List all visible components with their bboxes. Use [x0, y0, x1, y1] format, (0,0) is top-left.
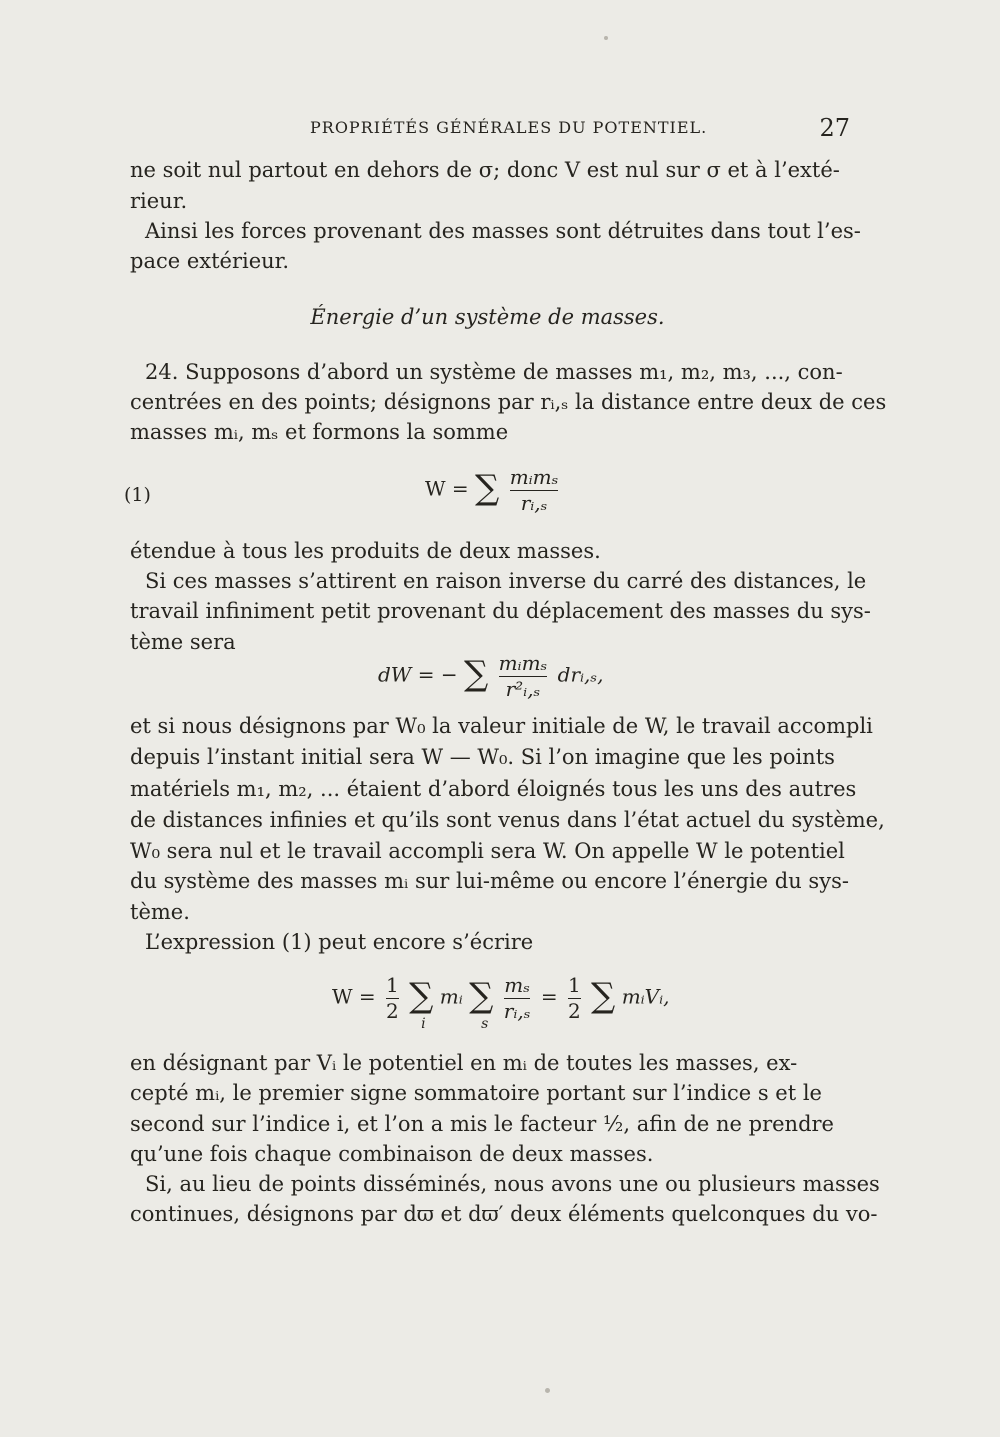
- text-line: ne soit nul partout en dehors de σ; donc V est nul sur σ et à l’exté-: [130, 158, 840, 182]
- text-line: W₀ sera nul et le travail accompli sera W. On appelle W le potentiel: [130, 839, 845, 863]
- summation-symbol: ∑: [475, 468, 500, 508]
- paragraph-line: centrées en des points; désignons par rᵢ,ₛ la distance entre deux de ces: [130, 390, 887, 414]
- mass-mi: mᵢ: [439, 984, 463, 1009]
- equation-3-tail: mᵢVᵢ,: [621, 984, 670, 1009]
- equation-1-equals: =: [451, 476, 469, 501]
- fraction: [510, 466, 559, 514]
- equation-2: [378, 652, 604, 700]
- text-line: continues, désignons par dϖ et dϖ′ deux éléments quelconques du vo-: [130, 1202, 878, 1226]
- half-denominator: 2: [386, 999, 399, 1023]
- text-line: travail infiniment petit provenant du déplacement des masses du sys-: [130, 599, 871, 623]
- text-line: en désignant par Vᵢ le potentiel en mᵢ de toutes les masses, ex-: [130, 1051, 798, 1075]
- text-line: rieur.: [130, 189, 188, 213]
- equation-1: [425, 466, 562, 514]
- summation-symbol: ∑: [591, 976, 616, 1016]
- half-numerator: 1: [567, 973, 581, 997]
- text-line: Si ces masses s’attirent en raison inverse du carré des distances, le: [145, 569, 867, 593]
- half-fraction: [386, 974, 399, 1022]
- text-line: Si, au lieu de points disséminés, nous avons une ou plusieurs masses: [145, 1172, 880, 1196]
- equation-1-lhs: W: [425, 476, 446, 501]
- paper-speck: [545, 1388, 550, 1393]
- text-line: L’expression (1) peut encore s’écrire: [145, 930, 534, 954]
- text-line: Ainsi les forces provenant des masses sont détruites dans tout l’es-: [145, 219, 861, 243]
- equation-3-lhs: W: [332, 984, 353, 1009]
- summation-symbol: ∑: [409, 976, 434, 1016]
- summation-index-i: i: [421, 1016, 426, 1032]
- text-line: étendue à tous les produits de deux masses.: [130, 539, 601, 563]
- text-line: depuis l’instant initial sera W — W₀. Si l’on imagine que les points: [130, 745, 835, 769]
- summation-over-s: [469, 976, 494, 1032]
- half-fraction: [568, 974, 581, 1022]
- fraction-denominator: rᵢ,ₛ: [503, 999, 531, 1023]
- equation-3-equals-2: =: [540, 984, 558, 1009]
- text-line: cepté mᵢ, le premier signe sommatoire portant sur l’indice s et le: [130, 1081, 822, 1105]
- paper-speck: [604, 36, 608, 40]
- page-number: 27: [819, 114, 850, 142]
- fraction: [499, 652, 548, 700]
- text-line: second sur l’indice i, et l’on a mis le facteur ½, afin de ne prendre: [130, 1112, 834, 1136]
- text-line: de distances infinies et qu’ils sont venus dans l’état actuel du système,: [130, 808, 885, 832]
- fraction-numerator: mᵢmₛ: [509, 465, 559, 489]
- fraction: [504, 974, 531, 1022]
- fraction-numerator: mᵢmₛ: [498, 651, 548, 675]
- fraction-numerator: mₛ: [504, 973, 530, 997]
- paragraph-line: 24. Supposons d’abord un système de masses m₁, m₂, m₃, ..., con-: [145, 360, 843, 384]
- half-denominator: 2: [567, 999, 581, 1023]
- equation-2-tail: drᵢ,ₛ,: [557, 662, 604, 687]
- text-line: tème sera: [130, 630, 236, 654]
- text-line: matériels m₁, m₂, ... étaient d’abord éloignés tous les uns des autres: [130, 777, 857, 801]
- fraction-denominator: rᵢ,ₛ: [520, 491, 548, 515]
- equation-3: [332, 973, 670, 1032]
- equation-2-equals: = −: [417, 662, 458, 687]
- running-title: PROPRIÉTÉS GÉNÉRALES DU POTENTIEL.: [310, 118, 708, 137]
- half-numerator: 1: [386, 973, 399, 997]
- text-line: tème.: [130, 900, 190, 924]
- fraction-denominator: r²ᵢ,ₛ: [505, 677, 541, 701]
- summation-symbol: ∑: [463, 654, 489, 694]
- equation-2-lhs: dW: [378, 662, 412, 687]
- summation-over-i: [409, 976, 434, 1032]
- text-line: du système des masses mᵢ sur lui-même ou encore l’énergie du sys-: [130, 869, 849, 893]
- summation-index-s: s: [481, 1016, 489, 1032]
- equation-3-equals: =: [358, 984, 376, 1009]
- section-heading: Énergie d’un système de masses.: [310, 305, 665, 329]
- equation-number: (1): [124, 484, 151, 506]
- text-line: pace extérieur.: [130, 249, 290, 273]
- text-line: qu’une fois chaque combinaison de deux masses.: [130, 1142, 654, 1166]
- text-line: et si nous désignons par W₀ la valeur initiale de W, le travail accompli: [130, 714, 873, 738]
- summation-symbol: ∑: [469, 976, 494, 1016]
- paragraph-line: masses mᵢ, mₛ et formons la somme: [130, 420, 509, 444]
